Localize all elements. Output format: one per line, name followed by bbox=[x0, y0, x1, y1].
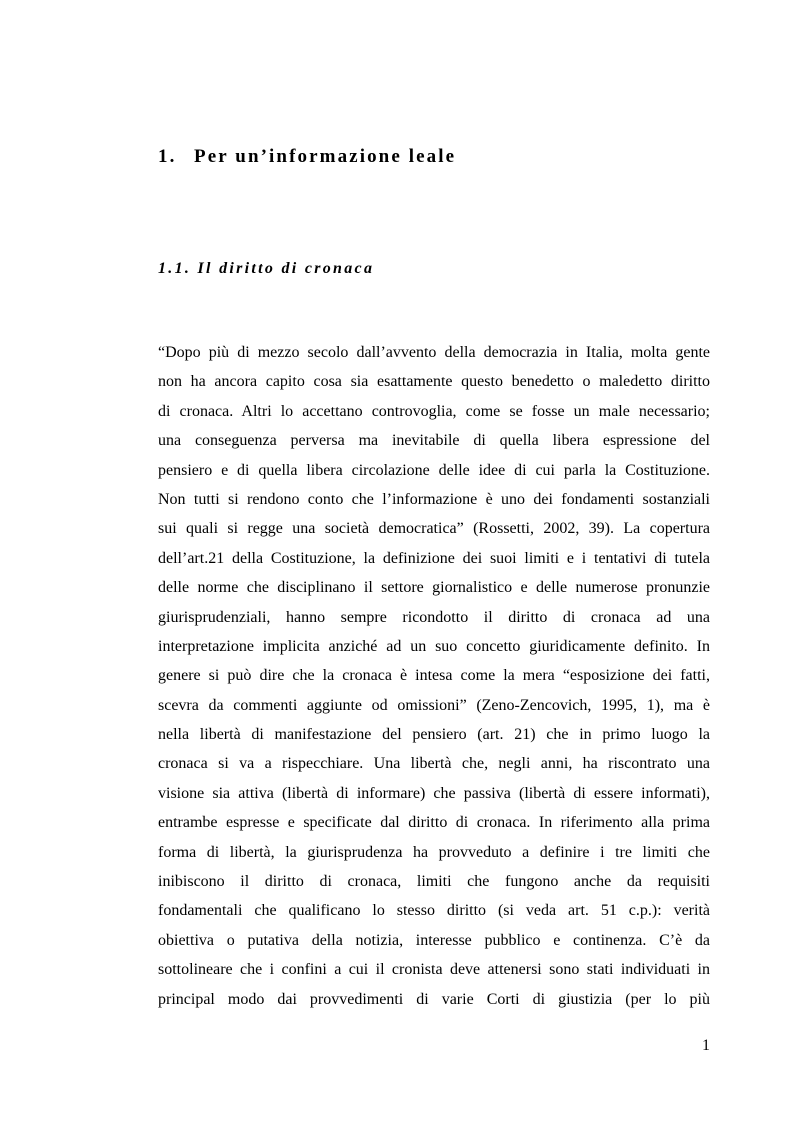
text-line: sui quali si regge una società democratica” (Rossetti, 2002, 39). La copertura bbox=[158, 520, 710, 538]
chapter-title: Per un’informazione leale bbox=[194, 146, 457, 167]
text-line: genere si può dire che la cronaca è intesa come la mera “esposizione dei fatti, bbox=[158, 667, 710, 685]
text-line: non ha ancora capito cosa sia esattamente questo benedetto o maledetto diritto bbox=[158, 373, 710, 391]
chapter-number: 1. bbox=[158, 146, 177, 167]
chapter-heading bbox=[158, 146, 456, 168]
text-line: principal modo dai provvedimenti di varie Corti di giustizia (per lo più bbox=[158, 990, 710, 1008]
text-line: giurisprudenziali, hanno sempre ricondotto il diritto di cronaca ad una bbox=[158, 608, 710, 626]
text-line: sottolineare che i confini a cui il cronista deve attenersi sono stati individuati in bbox=[158, 961, 710, 979]
text-line: interpretazione implicita anziché ad un suo concetto giuridicamente definito. In bbox=[158, 637, 710, 655]
text-line: entrambe espresse e specificate dal diritto di cronaca. In riferimento alla prima bbox=[158, 814, 710, 832]
text-line: visione sia attiva (libertà di informare) che passiva (libertà di essere informati), bbox=[158, 784, 710, 802]
section-heading: 1.1. Il diritto di cronaca bbox=[158, 260, 375, 277]
text-line: forma di libertà, la giurisprudenza ha provveduto a definire i tre limiti che bbox=[158, 843, 710, 861]
page-number: 1 bbox=[702, 1037, 710, 1054]
text-line: inibiscono il diritto di cronaca, limiti che fungono anche da requisiti bbox=[158, 873, 710, 891]
text-line: scevra da commenti aggiunte od omissioni” (Zeno-Zencovich, 1995, 1), ma è bbox=[158, 696, 710, 714]
text-line: di cronaca. Altri lo accettano controvoglia, come se fosse un male necessario; bbox=[158, 402, 710, 420]
text-line: nella libertà di manifestazione del pensiero (art. 21) che in primo luogo la bbox=[158, 726, 710, 744]
text-line: una conseguenza perversa ma inevitabile di quella libera espressione del bbox=[158, 432, 710, 450]
text-line: Non tutti si rendono conto che l’informazione è uno dei fondamenti sostanziali bbox=[158, 490, 710, 508]
text-line: “Dopo più di mezzo secolo dall’avvento della democrazia in Italia, molta gente bbox=[158, 344, 710, 361]
text-line: cronaca si va a rispecchiare. Una libertà che, negli anni, ha riscontrato una bbox=[158, 755, 710, 773]
text-line: dell’art.21 della Costituzione, la definizione dei suoi limiti e i tentativi di tutela bbox=[158, 549, 710, 567]
text-line: delle norme che disciplinano il settore giornalistico e delle numerose pronunzie bbox=[158, 579, 710, 597]
body-paragraph bbox=[158, 338, 710, 1014]
text-line: fondamentali che qualificano lo stesso diritto (si veda art. 51 c.p.): verità bbox=[158, 902, 710, 920]
text-line: pensiero e di quella libera circolazione delle idee di cui parla la Costituzione. bbox=[158, 461, 710, 479]
text-line: obiettiva o putativa della notizia, interesse pubblico e continenza. C’è da bbox=[158, 931, 710, 949]
